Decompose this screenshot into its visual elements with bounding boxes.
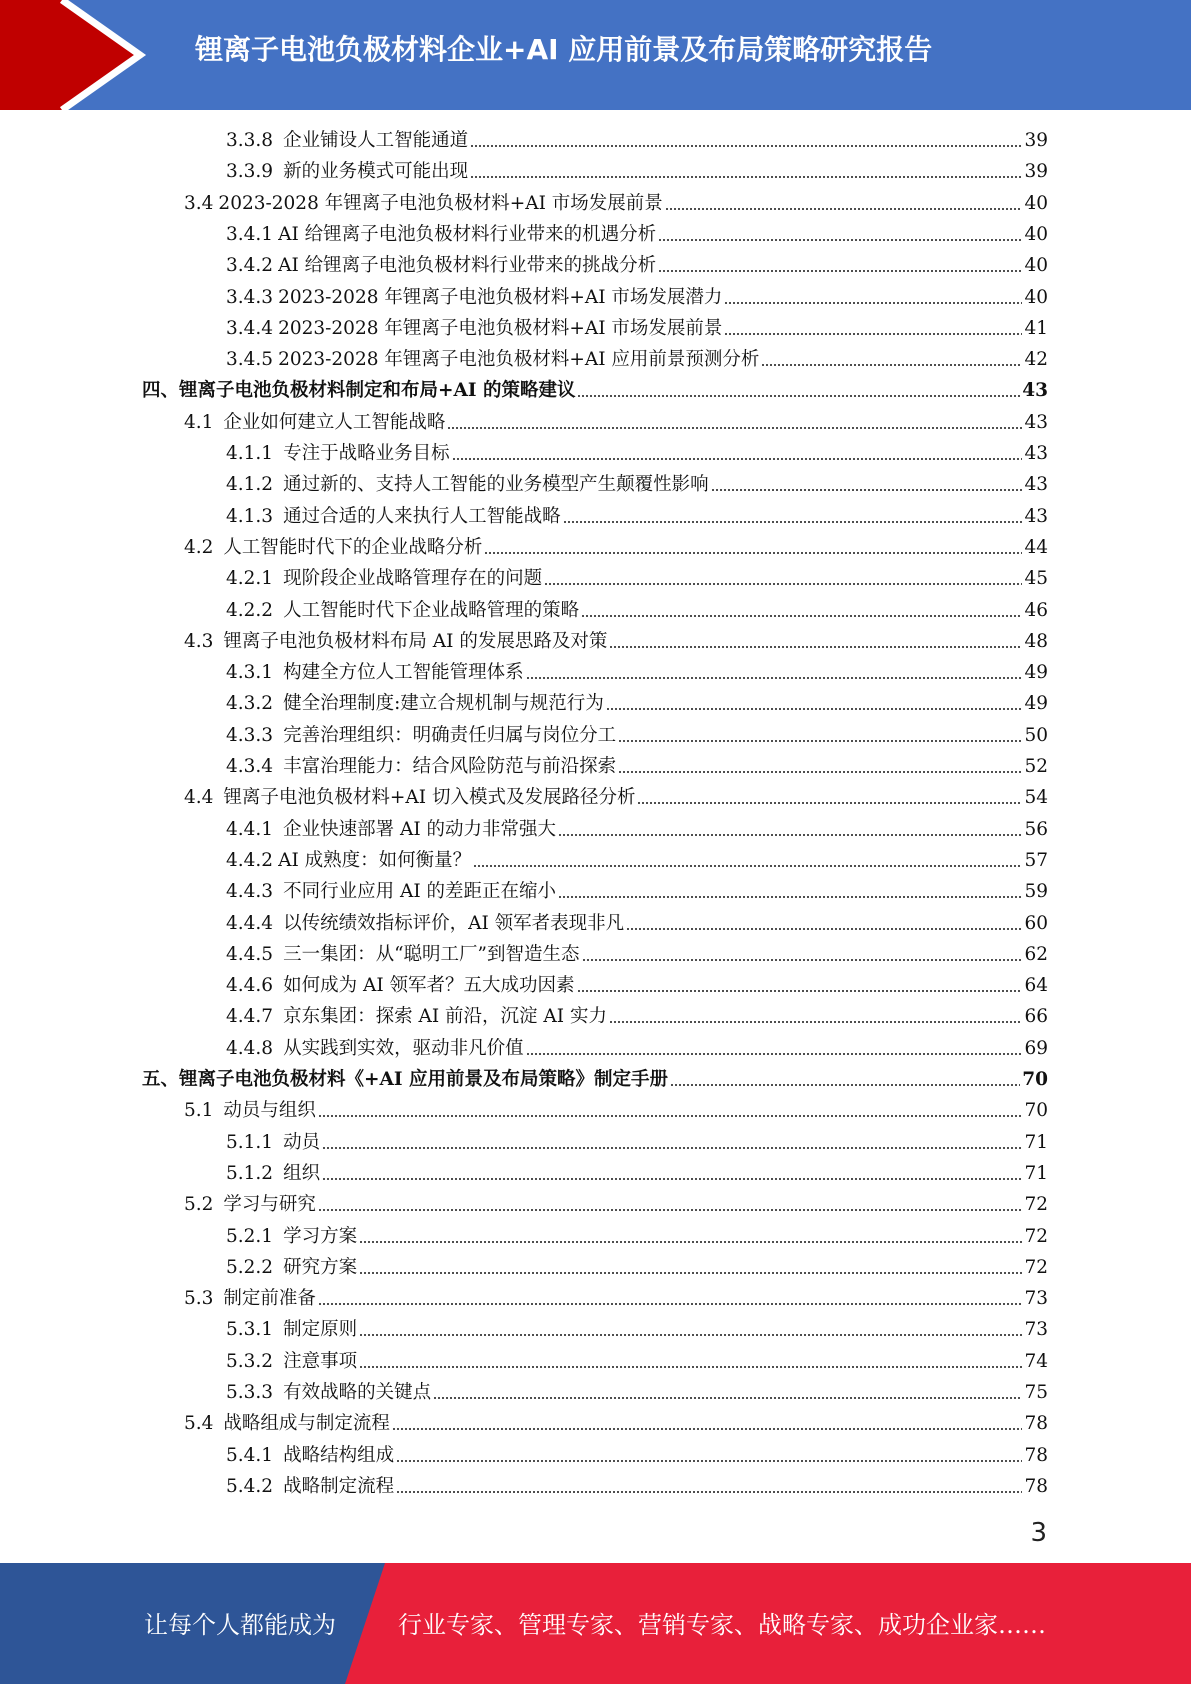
toc-entry-number: 5.4.2 [226, 1475, 274, 1497]
toc-entry-title: 锂离子电池负极材料布局 AI 的发展思路及对策 [223, 630, 608, 652]
toc-entry[interactable] [226, 1379, 1048, 1407]
toc-entry-title: 从实践到实效，驱动非凡价值 [283, 1037, 524, 1059]
toc-entry-number: 4.4.2 [226, 849, 274, 871]
toc-dot-leader [359, 1334, 1022, 1336]
toc-entry-number: 3.3.9 [226, 161, 274, 183]
toc-entry[interactable] [142, 1066, 1048, 1094]
toc-dot-leader [396, 1491, 1022, 1493]
toc-entry-number: 4.3.1 [226, 662, 274, 684]
page-footer [0, 1563, 1191, 1684]
toc-entry[interactable] [226, 565, 1048, 593]
toc-entry[interactable] [226, 252, 1048, 280]
toc-entry[interactable] [226, 753, 1048, 781]
toc-entry-page: 78 [1024, 1475, 1048, 1497]
toc-entry-number: 五、 [142, 1069, 180, 1090]
toc-entry-title: 企业如何建立人工智能战略 [223, 411, 446, 433]
toc-entry-number: 4.1 [184, 411, 214, 433]
toc-entry[interactable] [226, 722, 1048, 750]
toc-entry-page: 48 [1024, 630, 1048, 652]
toc-dot-leader [658, 239, 1022, 241]
toc-entry-title: 企业快速部署 AI 的动力非常强大 [283, 818, 557, 840]
toc-dot-leader [563, 521, 1023, 523]
toc-entry-title: 通过合适的人来执行人工智能战略 [283, 505, 561, 527]
toc-entry-page: 75 [1024, 1382, 1048, 1403]
toc-entry-page: 39 [1024, 130, 1048, 151]
toc-entry-page: 44 [1024, 536, 1048, 558]
toc-dot-leader [359, 1272, 1022, 1274]
toc-dot-leader [558, 834, 1022, 836]
toc-entry-number: 5.4 [184, 1413, 214, 1435]
toc-dot-leader [447, 427, 1022, 429]
toc-entry[interactable] [226, 284, 1048, 312]
toc-entry[interactable] [226, 158, 1048, 186]
toc-entry-title: 2023-2028 年锂离子电池负极材料+AI 市场发展前景 [278, 317, 723, 339]
toc-entry-number: 5.3.1 [226, 1319, 274, 1341]
toc-entry-title: 动员 [283, 1131, 321, 1153]
toc-entry-title: 锂离子电池负极材料制定和布局+AI 的策略建议 [179, 380, 576, 402]
toc-dot-leader [606, 708, 1023, 710]
toc-entry-title: 锂离子电池负极材料《+AI 应用前景及布局策略》制定手册 [179, 1069, 668, 1090]
toc-entry[interactable] [226, 1348, 1048, 1376]
footer-slogan-left: 让每个人都能成为 [144, 1611, 336, 1639]
toc-entry-title: 三一集团：从“聪明工厂”到智造生态 [283, 943, 580, 965]
toc-entry-number: 4.1.2 [226, 474, 274, 496]
toc-entry-page: 62 [1024, 943, 1048, 965]
toc-dot-leader [359, 1366, 1022, 1368]
toc-entry[interactable] [226, 503, 1048, 531]
toc-entry[interactable] [226, 315, 1048, 343]
toc-entry-number: 4.3.2 [226, 693, 274, 715]
toc-entry[interactable] [226, 1035, 1048, 1063]
toc-entry-number: 4.4.3 [226, 881, 274, 903]
toc-entry-page: 71 [1024, 1131, 1048, 1153]
toc-entry[interactable] [226, 816, 1048, 844]
toc-entry-number: 4.3.3 [226, 724, 274, 746]
toc-entry-number: 3.4.3 [226, 286, 274, 308]
toc-dot-leader [396, 1460, 1022, 1462]
toc-dot-leader [526, 677, 1023, 679]
toc-entry-page: 42 [1024, 349, 1048, 371]
toc-entry-title: 2023-2028 年锂离子电池负极材料+AI 应用前景预测分析 [278, 349, 760, 371]
toc-entry[interactable] [226, 910, 1048, 938]
toc-entry-title: 制定原则 [283, 1319, 358, 1341]
toc-dot-leader [484, 552, 1022, 554]
toc-entry-number: 4.1.1 [226, 443, 274, 464]
toc-entry-number: 5.1 [184, 1100, 214, 1122]
toc-dot-leader [577, 990, 1023, 992]
toc-entry[interactable] [226, 1473, 1048, 1501]
toc-dot-leader [452, 458, 1023, 460]
toc-entry-title: 不同行业应用 AI 的差距正在缩小 [283, 881, 557, 903]
toc-entry-number: 5.3.3 [226, 1382, 274, 1403]
toc-entry[interactable] [226, 941, 1048, 969]
toc-entry-page: 78 [1024, 1444, 1048, 1466]
toc-entry-title: 战略组成与制定流程 [223, 1413, 390, 1435]
toc-entry-title: 健全治理制度:建立合规机制与规范行为 [283, 693, 604, 715]
toc-entry-title: 学习与研究 [223, 1194, 316, 1216]
toc-dot-leader [665, 208, 1023, 210]
toc-dot-leader [582, 959, 1023, 961]
toc-entry-number: 4.4.8 [226, 1037, 274, 1059]
toc-entry-page: 43 [1022, 380, 1048, 402]
toc-entry-number: 四、 [142, 380, 180, 402]
toc-dot-leader [658, 270, 1022, 272]
toc-entry-title: 2023-2028 年锂离子电池负极材料+AI 市场发展前景 [218, 192, 663, 214]
toc-dot-leader [470, 145, 1022, 147]
toc-entry-page: 40 [1024, 255, 1048, 277]
toc-dot-leader [359, 1241, 1022, 1243]
toc-entry[interactable] [184, 409, 1048, 437]
toc-entry-page: 54 [1024, 787, 1048, 809]
page-header [0, 0, 1191, 110]
toc-entry-number: 4.4.6 [226, 975, 274, 997]
toc-entry-title: 现阶段企业战略管理存在的问题 [283, 568, 543, 590]
toc-entry[interactable] [226, 972, 1048, 1000]
toc-entry-title: 研究方案 [283, 1256, 358, 1278]
toc-entry-title: 如何成为 AI 领军者？五大成功因素 [283, 975, 575, 997]
toc-entry[interactable] [226, 1442, 1048, 1470]
header-arrow-logo [0, 0, 170, 110]
toc-entry-title: AI 成熟度：如何衡量？ [278, 849, 472, 871]
toc-dot-leader [626, 928, 1022, 930]
toc-entry-number: 4.2.1 [226, 568, 274, 590]
toc-entry-title: 专注于战略业务目标 [283, 443, 450, 464]
toc-entry-page: 43 [1024, 411, 1048, 433]
toc-entry-page: 39 [1024, 161, 1048, 183]
toc-entry-number: 5.2.1 [226, 1225, 274, 1247]
toc-dot-leader [761, 364, 1022, 366]
toc-entry[interactable] [226, 597, 1048, 625]
toc-entry-title: 新的业务模式可能出现 [283, 161, 469, 183]
toc-entry-number: 3.4 [184, 192, 214, 214]
toc-entry-page: 78 [1024, 1413, 1048, 1435]
toc-entry-page: 70 [1024, 1100, 1048, 1122]
toc-entry[interactable] [184, 534, 1048, 562]
toc-dot-leader [618, 771, 1022, 773]
toc-entry[interactable] [184, 1410, 1048, 1438]
toc-entry-page: 73 [1024, 1319, 1048, 1341]
toc-entry-title: 完善治理组织：明确责任归属与岗位分工 [283, 724, 617, 746]
toc-entry-number: 4.4.1 [226, 818, 274, 840]
toc-entry[interactable] [226, 1003, 1048, 1031]
toc-entry-number: 3.4.2 [226, 255, 274, 277]
toc-entry-title: 通过新的、支持人工智能的业务模型产生颠覆性影响 [283, 474, 709, 496]
toc-dot-leader [609, 646, 1022, 648]
toc-entry-title: 人工智能时代下企业战略管理的策略 [283, 599, 580, 621]
toc-entry-page: 59 [1024, 881, 1048, 903]
toc-entry[interactable] [226, 1160, 1048, 1188]
toc-entry-title: AI 给锂离子电池负极材料行业带来的挑战分析 [278, 255, 657, 277]
toc-dot-leader [322, 1178, 1022, 1180]
toc-entry-number: 5.3 [184, 1288, 214, 1310]
toc-entry-number: 3.4.5 [226, 349, 274, 371]
toc-dot-leader [322, 1147, 1022, 1149]
toc-entry-title: 有效战略的关键点 [283, 1382, 432, 1403]
toc-entry-page: 72 [1024, 1225, 1048, 1247]
toc-dot-leader [392, 1428, 1023, 1430]
toc-entry-number: 5.3.2 [226, 1350, 274, 1372]
toc-dot-leader [711, 489, 1023, 491]
toc-entry-title: 丰富治理能力：结合风险防范与前沿探索 [283, 756, 617, 777]
toc-entry[interactable] [184, 1285, 1048, 1313]
toc-entry-page: 40 [1024, 192, 1048, 214]
toc-entry-number: 4.4.5 [226, 943, 274, 965]
toc-entry-number: 4.2.2 [226, 599, 274, 621]
footer-slogan-right: 行业专家、管理专家、营销专家、战略专家、成功企业家…… [398, 1611, 1046, 1639]
toc-entry[interactable] [184, 628, 1048, 656]
toc-entry-page: 56 [1024, 818, 1048, 840]
toc-dot-leader [470, 176, 1022, 178]
toc-entry[interactable] [142, 377, 1048, 405]
toc-entry[interactable] [184, 1191, 1048, 1219]
toc-entry-number: 3.3.8 [226, 130, 274, 151]
toc-dot-leader [318, 1115, 1023, 1117]
toc-entry[interactable] [184, 190, 1048, 218]
toc-entry-page: 40 [1024, 286, 1048, 308]
toc-entry-page: 69 [1024, 1037, 1048, 1059]
toc-entry-page: 45 [1024, 568, 1048, 590]
toc-entry-page: 49 [1024, 693, 1048, 715]
toc-entry-title: 锂离子电池负极材料+AI 切入模式及发展路径分析 [223, 787, 636, 809]
page-number: 3 [1030, 1518, 1047, 1548]
toc-entry-title: 动员与组织 [223, 1100, 316, 1122]
toc-entry[interactable] [184, 784, 1048, 812]
toc-entry-page: 50 [1024, 724, 1048, 746]
toc-dot-leader [433, 1397, 1022, 1399]
toc-entry-title: 制定前准备 [223, 1288, 316, 1310]
toc-entry-number: 5.1.1 [226, 1131, 274, 1153]
toc-entry-number: 4.2 [184, 536, 214, 558]
toc-entry[interactable] [226, 440, 1048, 468]
toc-entry-page: 70 [1022, 1069, 1048, 1090]
toc-entry[interactable] [184, 1097, 1048, 1125]
toc-entry-title: 学习方案 [283, 1225, 358, 1247]
toc-entry-title: 构建全方位人工智能管理体系 [283, 662, 524, 684]
toc-dot-leader [558, 896, 1022, 898]
toc-entry[interactable] [226, 659, 1048, 687]
toc-dot-leader [473, 865, 1022, 867]
toc-entry-page: 71 [1024, 1162, 1048, 1184]
toc-dot-leader [609, 1021, 1023, 1023]
toc-dot-leader [318, 1209, 1023, 1211]
toc-entry-title: 京东集团：探索 AI 前沿，沉淀 AI 实力 [283, 1006, 607, 1028]
toc-entry-page: 41 [1024, 317, 1048, 339]
toc-entry-number: 4.3.4 [226, 756, 274, 777]
toc-dot-leader [670, 1084, 1020, 1086]
toc-entry[interactable] [226, 1254, 1048, 1282]
toc-entry-page: 66 [1024, 1006, 1048, 1028]
toc-entry-page: 73 [1024, 1288, 1048, 1310]
toc-entry-page: 49 [1024, 662, 1048, 684]
toc-entry-number: 4.3 [184, 630, 214, 652]
toc-entry-number: 5.1.2 [226, 1162, 274, 1184]
toc-dot-leader [724, 302, 1022, 304]
toc-entry-page: 60 [1024, 912, 1048, 934]
toc-entry[interactable] [226, 847, 1048, 875]
toc-entry-number: 5.2.2 [226, 1256, 274, 1278]
toc-entry[interactable] [226, 1316, 1048, 1344]
toc-entry-page: 52 [1024, 756, 1048, 777]
toc-entry[interactable] [226, 127, 1048, 155]
report-title: 锂离子电池负极材料企业+AI 应用前景及布局策略研究报告 [195, 33, 933, 66]
toc-entry-number: 3.4.4 [226, 317, 274, 339]
toc-entry-page: 72 [1024, 1256, 1048, 1278]
toc-dot-leader [724, 333, 1022, 335]
toc-dot-leader [318, 1303, 1023, 1305]
toc-entry-title: 企业铺设人工智能通道 [283, 130, 469, 151]
toc-entry[interactable] [226, 1129, 1048, 1157]
toc-entry[interactable] [226, 878, 1048, 906]
toc-entry-page: 40 [1024, 223, 1048, 245]
toc-entry-title: 人工智能时代下的企业战略分析 [223, 536, 483, 558]
toc-dot-leader [577, 395, 1020, 397]
toc-entry-page: 74 [1024, 1350, 1048, 1372]
toc-dot-leader [544, 583, 1022, 585]
toc-entry-page: 72 [1024, 1194, 1048, 1216]
toc-entry[interactable] [226, 1223, 1048, 1251]
toc-entry-title: 注意事项 [283, 1350, 358, 1372]
toc-entry-page: 43 [1024, 505, 1048, 527]
toc-entry-page: 57 [1024, 849, 1048, 871]
toc-entry-number: 5.2 [184, 1194, 214, 1216]
toc-entry-page: 46 [1024, 599, 1048, 621]
toc-entry-number: 4.4.7 [226, 1006, 274, 1028]
toc-dot-leader [581, 615, 1022, 617]
toc-entry-title: 以传统绩效指标评价，AI 领军者表现非凡 [283, 912, 625, 934]
toc-entry[interactable] [226, 346, 1048, 374]
toc-entry[interactable] [226, 221, 1048, 249]
toc-entry-page: 64 [1024, 975, 1048, 997]
toc-entry-title: 战略结构组成 [283, 1444, 395, 1466]
toc-entry[interactable] [226, 690, 1048, 718]
toc-entry[interactable] [226, 471, 1048, 499]
toc-entry-title: AI 给锂离子电池负极材料行业带来的机遇分析 [278, 223, 657, 245]
toc-dot-leader [526, 1053, 1023, 1055]
toc-entry-title: 2023-2028 年锂离子电池负极材料+AI 市场发展潜力 [278, 286, 723, 308]
toc-entry-number: 5.4.1 [226, 1444, 274, 1466]
toc-entry-page: 43 [1024, 443, 1048, 464]
toc-entry-number: 4.1.3 [226, 505, 274, 527]
toc-entry-page: 43 [1024, 474, 1048, 496]
toc-entry-number: 4.4.4 [226, 912, 274, 934]
toc-entry-title: 组织 [283, 1162, 321, 1184]
toc-entry-title: 战略制定流程 [283, 1475, 395, 1497]
toc-dot-leader [637, 802, 1022, 804]
toc-entry-number: 3.4.1 [226, 223, 274, 245]
toc-dot-leader [618, 740, 1022, 742]
toc-entry-number: 4.4 [184, 787, 214, 809]
